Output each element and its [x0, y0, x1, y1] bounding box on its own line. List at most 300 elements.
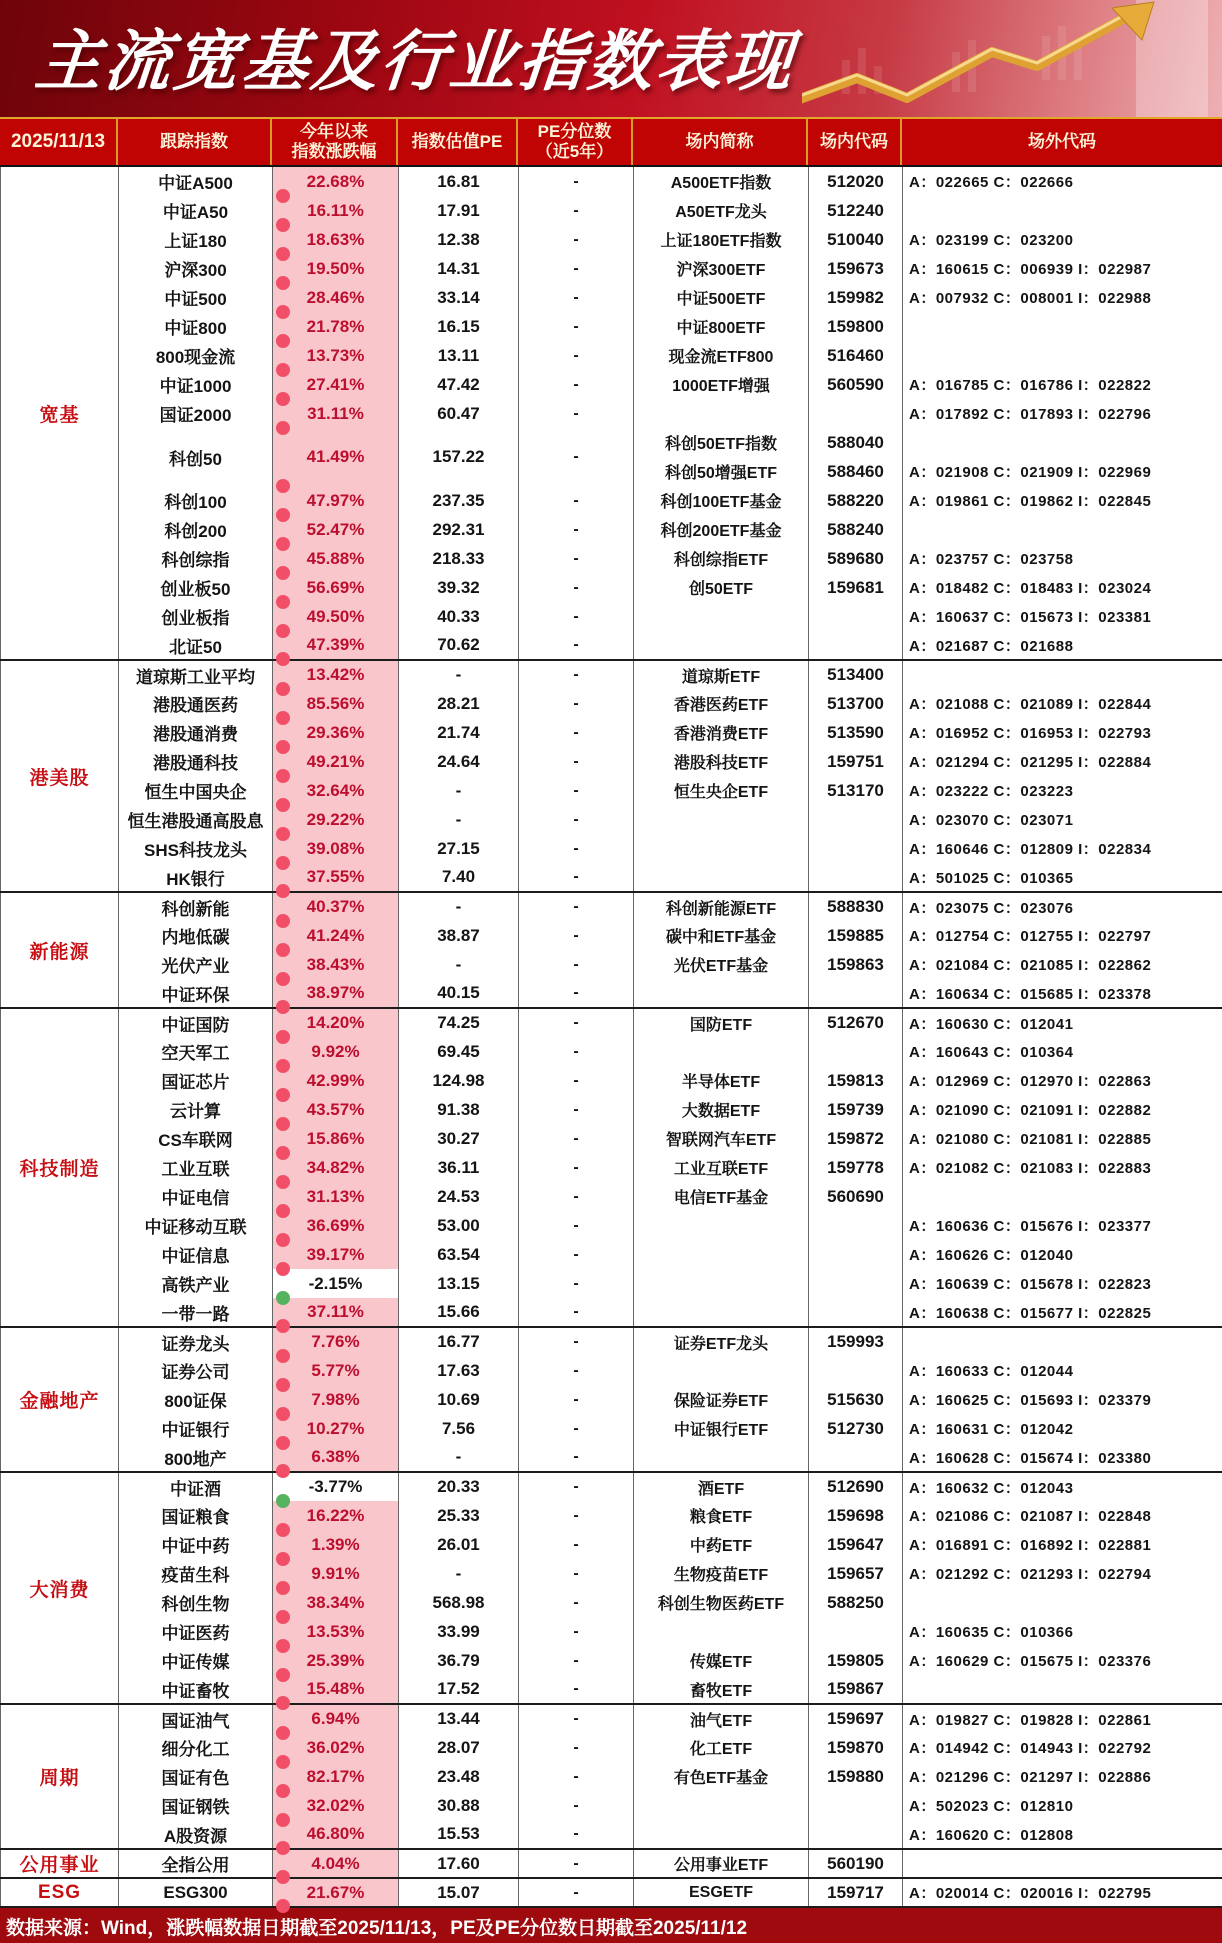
pe-value: 16.77 — [399, 1327, 519, 1356]
index-name: 科创新能 — [119, 892, 273, 921]
pe-value: 40.15 — [399, 979, 519, 1008]
pe-value: 218.33 — [399, 544, 519, 573]
table-row — [1, 660, 1222, 689]
pe-percentile: - — [519, 892, 634, 921]
ytd-change-value: 38.34% — [306, 1592, 365, 1612]
etf-code: 588040 — [809, 428, 903, 457]
pe-percentile: - — [519, 1240, 634, 1269]
table-row — [1, 1269, 1222, 1298]
index-name: 道琼斯工业平均 — [119, 660, 273, 689]
ytd-change-value: 28.46% — [306, 287, 365, 307]
table-row — [1, 1472, 1222, 1501]
pe-value: 27.15 — [399, 834, 519, 863]
pe-value: 20.33 — [399, 1472, 519, 1501]
table-row — [1, 631, 1222, 660]
index-name: 800证保 — [119, 1385, 273, 1414]
table-row — [1, 1443, 1222, 1472]
change-dot-icon — [276, 1030, 290, 1044]
section-港美股 — [1, 660, 1222, 892]
pe-value: 16.15 — [399, 312, 519, 341]
index-name: 疫苗生科 — [119, 1559, 273, 1588]
table-row — [1, 283, 1222, 312]
etf-code: 588240 — [809, 515, 903, 544]
change-dot-icon — [276, 682, 290, 696]
etf-name: 公用事业ETF — [634, 1849, 809, 1878]
index-name: CS车联网 — [119, 1124, 273, 1153]
change-dot-icon — [276, 740, 290, 754]
etf-code — [809, 834, 903, 863]
change-dot-icon — [276, 218, 290, 232]
etf-name: 生物疫苗ETF — [634, 1559, 809, 1588]
change-dot-icon — [276, 914, 290, 928]
index-name: 国证油气 — [119, 1704, 273, 1733]
change-dot-icon — [276, 595, 290, 609]
etf-code: 513700 — [809, 689, 903, 718]
section-label: 宽基 — [39, 404, 80, 426]
etf-code: 159993 — [809, 1327, 903, 1356]
etf-code: 159751 — [809, 747, 903, 776]
section-label: 港美股 — [29, 767, 90, 789]
index-name: 中证传媒 — [119, 1646, 273, 1675]
index-name: 中证国防 — [119, 1008, 273, 1037]
pe-value: 30.88 — [399, 1791, 519, 1820]
etf-name: 创50ETF — [634, 573, 809, 602]
change-dot-icon — [276, 1696, 290, 1710]
otc-codes: A：012754 C：012755 I：022797 — [903, 921, 1222, 950]
etf-name: 科创50增强ETF — [634, 457, 809, 486]
ytd-change — [273, 1762, 399, 1791]
change-dot-icon — [276, 1059, 290, 1073]
ytd-change-value: 41.49% — [306, 447, 365, 466]
ytd-change — [273, 428, 399, 486]
etf-name: 科创200ETF基金 — [634, 515, 809, 544]
ytd-change-value: 46.80% — [306, 1824, 365, 1843]
table-row — [1, 1530, 1222, 1559]
pe-percentile: - — [519, 834, 634, 863]
otc-codes: A：160643 C：010364 — [903, 1037, 1222, 1066]
change-dot-icon — [276, 1552, 290, 1566]
header-etf-code: 场内代码 — [808, 119, 902, 165]
ytd-change — [273, 1095, 399, 1124]
section-科技制造 — [1, 1008, 1222, 1327]
etf-code: 159872 — [809, 1124, 903, 1153]
etf-name: 恒生央企ETF — [634, 776, 809, 805]
otc-codes: A：160615 C：006939 I：022987 — [903, 254, 1222, 283]
pe-percentile: - — [519, 1588, 634, 1617]
ytd-change-value: -2.15% — [308, 1273, 363, 1293]
etf-name: 碳中和ETF基金 — [634, 921, 809, 950]
change-dot-icon — [276, 1000, 290, 1014]
pe-value: 17.60 — [399, 1849, 519, 1878]
index-name: 北证50 — [119, 631, 273, 660]
table-row — [1, 1646, 1222, 1675]
pe-value: 17.63 — [399, 1356, 519, 1385]
change-dot-icon — [276, 769, 290, 783]
table-row — [1, 1849, 1222, 1878]
etf-code: 512730 — [809, 1414, 903, 1443]
ytd-change — [273, 515, 399, 544]
table-row — [1, 486, 1222, 515]
table-row — [1, 573, 1222, 602]
pe-value: 12.38 — [399, 225, 519, 254]
ytd-change — [273, 805, 399, 834]
pe-value: 36.79 — [399, 1646, 519, 1675]
otc-codes — [903, 1849, 1222, 1878]
etf-code: 588220 — [809, 486, 903, 515]
pe-percentile: - — [519, 1008, 634, 1037]
pe-value: 7.56 — [399, 1414, 519, 1443]
etf-code — [809, 863, 903, 892]
etf-name: 现金流ETF800 — [634, 341, 809, 370]
otc-codes: A：019861 C：019862 I：022845 — [903, 486, 1222, 515]
pe-value: 91.38 — [399, 1095, 519, 1124]
pe-percentile: - — [519, 1269, 634, 1298]
etf-code: 159982 — [809, 283, 903, 312]
ytd-change-value: 45.88% — [306, 548, 365, 568]
etf-name — [634, 1211, 809, 1240]
ytd-change-value: 14.20% — [306, 1013, 365, 1032]
index-name: HK银行 — [119, 863, 273, 892]
change-dot-icon — [276, 421, 290, 435]
etf-code — [809, 1240, 903, 1269]
index-name: 内地低碳 — [119, 921, 273, 950]
etf-name: 化工ETF — [634, 1733, 809, 1762]
otc-codes: A：021687 C：021688 — [903, 631, 1222, 660]
index-name: 创业板指 — [119, 602, 273, 631]
pe-percentile: - — [519, 1733, 634, 1762]
otc-codes: A：160632 C：012043 — [903, 1472, 1222, 1501]
etf-code: 512240 — [809, 196, 903, 225]
otc-codes: A：012969 C：012970 I：022863 — [903, 1066, 1222, 1095]
change-dot-icon — [276, 624, 290, 638]
otc-codes: A：160637 C：015673 I：023381 — [903, 602, 1222, 631]
change-dot-icon — [276, 1870, 290, 1884]
ytd-change — [273, 1414, 399, 1443]
table-row — [1, 1124, 1222, 1153]
trend-arrow-icon — [802, 0, 1222, 117]
change-dot-icon — [276, 1755, 290, 1769]
change-dot-icon — [276, 1146, 290, 1160]
ytd-change — [273, 312, 399, 341]
table-row — [1, 1066, 1222, 1095]
otc-codes: A：021296 C：021297 I：022886 — [903, 1762, 1222, 1791]
etf-name: 智联网汽车ETF — [634, 1124, 809, 1153]
table-row — [1, 921, 1222, 950]
pe-value: 30.27 — [399, 1124, 519, 1153]
index-name: 中证信息 — [119, 1240, 273, 1269]
ytd-change-value: 39.08% — [306, 838, 365, 858]
otc-codes: A：021090 C：021091 I：022882 — [903, 1095, 1222, 1124]
etf-name: 证券ETF龙头 — [634, 1327, 809, 1356]
otc-codes: A：160631 C：012042 — [903, 1414, 1222, 1443]
pe-value: - — [399, 1443, 519, 1472]
etf-code: 512670 — [809, 1008, 903, 1037]
banner — [0, 0, 1222, 117]
header-date: 2025/11/13 — [0, 119, 118, 165]
change-dot-icon — [276, 1378, 290, 1392]
index-name: 空天军工 — [119, 1037, 273, 1066]
etf-code: 588830 — [809, 892, 903, 921]
pe-percentile: - — [519, 602, 634, 631]
ytd-change-value: 40.37% — [306, 897, 365, 916]
etf-code — [809, 1298, 903, 1327]
ytd-change-value: 36.69% — [306, 1215, 365, 1235]
ytd-change — [273, 921, 399, 950]
table-header-row — [0, 117, 1222, 167]
etf-name — [634, 834, 809, 863]
pe-percentile: - — [519, 1849, 634, 1878]
index-name: 国证粮食 — [119, 1501, 273, 1530]
etf-code — [809, 631, 903, 660]
etf-name: 油气ETF — [634, 1704, 809, 1733]
index-name: 中证移动互联 — [119, 1211, 273, 1240]
table-row — [1, 1617, 1222, 1646]
change-dot-icon — [276, 1204, 290, 1218]
change-dot-icon — [276, 798, 290, 812]
table-row — [1, 1588, 1222, 1617]
index-name: 科创生物 — [119, 1588, 273, 1617]
index-name: 800地产 — [119, 1443, 273, 1472]
index-name: 中证医药 — [119, 1617, 273, 1646]
etf-name: A50ETF龙头 — [634, 196, 809, 225]
ytd-change — [273, 892, 399, 921]
otc-codes — [903, 1327, 1222, 1356]
etf-code — [809, 602, 903, 631]
change-dot-icon — [276, 652, 290, 666]
table-row — [1, 1733, 1222, 1762]
etf-name — [634, 805, 809, 834]
pe-percentile: - — [519, 1327, 634, 1356]
ytd-change-value: 10.27% — [306, 1418, 365, 1438]
ytd-change — [273, 1646, 399, 1675]
ytd-change-value: 19.50% — [306, 258, 365, 278]
table-row — [1, 515, 1222, 544]
ytd-change-value: -3.77% — [308, 1477, 363, 1496]
etf-code: 159681 — [809, 573, 903, 602]
index-name: 科创100 — [119, 486, 273, 515]
table-row — [1, 1211, 1222, 1240]
ytd-change-value: 21.78% — [306, 316, 365, 336]
etf-name: 粮食ETF — [634, 1501, 809, 1530]
ytd-change — [273, 1733, 399, 1762]
index-name: 中证畜牧 — [119, 1675, 273, 1704]
ytd-change — [273, 370, 399, 399]
change-dot-icon — [276, 827, 290, 841]
index-name: 光伏产业 — [119, 950, 273, 979]
change-dot-icon — [276, 392, 290, 406]
pe-percentile: - — [519, 399, 634, 428]
pe-percentile: - — [519, 1617, 634, 1646]
change-dot-icon — [276, 1813, 290, 1827]
etf-code: 512020 — [809, 167, 903, 196]
index-name: 中证中药 — [119, 1530, 273, 1559]
etf-code: 516460 — [809, 341, 903, 370]
ytd-change-value: 85.56% — [306, 693, 365, 713]
pe-percentile: - — [519, 689, 634, 718]
etf-name — [634, 1443, 809, 1472]
pe-percentile: - — [519, 254, 634, 283]
change-dot-icon — [276, 334, 290, 348]
pe-value: 23.48 — [399, 1762, 519, 1791]
etf-name — [634, 979, 809, 1008]
index-name: 港股通医药 — [119, 689, 273, 718]
ytd-change — [273, 1124, 399, 1153]
table-row — [1, 892, 1222, 921]
etf-name: 科创50ETF指数 — [634, 428, 809, 457]
ytd-change — [273, 1878, 399, 1907]
header-pe-percentile: PE分位数 （近5年） — [518, 119, 633, 165]
change-dot-icon — [276, 363, 290, 377]
etf-name — [634, 863, 809, 892]
otc-codes: A：023199 C：023200 — [903, 225, 1222, 254]
pe-percentile: - — [519, 1472, 634, 1501]
pe-value: 10.69 — [399, 1385, 519, 1414]
pe-value: 13.15 — [399, 1269, 519, 1298]
pe-percentile: - — [519, 1066, 634, 1095]
section-label: ESG — [37, 1881, 82, 1903]
ytd-change — [273, 1559, 399, 1588]
etf-code: 159698 — [809, 1501, 903, 1530]
pe-value: 47.42 — [399, 370, 519, 399]
index-name: 上证180 — [119, 225, 273, 254]
otc-codes: A：014942 C：014943 I：022792 — [903, 1733, 1222, 1762]
ytd-change-value: 13.53% — [306, 1621, 365, 1641]
index-name: 国证芯片 — [119, 1066, 273, 1095]
otc-codes — [903, 1182, 1222, 1211]
change-dot-icon — [276, 1494, 290, 1508]
table-row — [1, 718, 1222, 747]
otc-codes: A：502023 C：012810 — [903, 1791, 1222, 1820]
change-dot-icon — [276, 1436, 290, 1450]
pe-value: 33.99 — [399, 1617, 519, 1646]
header-otc-codes: 场外代码 — [1028, 131, 1096, 151]
change-dot-icon — [276, 276, 290, 290]
table-row — [1, 1414, 1222, 1443]
table-row — [1, 196, 1222, 225]
otc-codes: A：007932 C：008001 I：022988 — [903, 283, 1222, 312]
table-row — [1, 1008, 1222, 1037]
table-row — [1, 1037, 1222, 1066]
otc-codes: A：160626 C：012040 — [903, 1240, 1222, 1269]
pe-percentile: - — [519, 428, 634, 486]
source-footer: 数据来源：Wind，涨跌幅数据日期截至2025/11/13，PE及PE分位数日期截至2025/11/12 — [0, 1908, 1222, 1943]
ytd-change — [273, 950, 399, 979]
etf-code — [809, 1356, 903, 1385]
pe-value: 7.40 — [399, 863, 519, 892]
ytd-change-value: 9.91% — [311, 1563, 360, 1583]
etf-name: 工业互联ETF — [634, 1153, 809, 1182]
change-dot-icon — [276, 537, 290, 551]
pe-percentile: - — [519, 1095, 634, 1124]
change-dot-icon — [276, 972, 290, 986]
pe-percentile: - — [519, 1298, 634, 1327]
ytd-change — [273, 1588, 399, 1617]
ytd-change — [273, 1008, 399, 1037]
etf-code: 560690 — [809, 1182, 903, 1211]
section-ESG — [1, 1878, 1222, 1907]
otc-codes: A：160628 C：015674 I：023380 — [903, 1443, 1222, 1472]
pe-percentile: - — [519, 1762, 634, 1791]
pe-percentile: - — [519, 544, 634, 573]
ytd-change-value: 6.38% — [311, 1447, 360, 1466]
ytd-change — [273, 573, 399, 602]
etf-name: 畜牧ETF — [634, 1675, 809, 1704]
change-dot-icon — [276, 943, 290, 957]
ytd-change — [273, 486, 399, 515]
table-row — [1, 1095, 1222, 1124]
ytd-change — [273, 1298, 399, 1327]
table-row — [1, 1704, 1222, 1733]
otc-codes: A：016785 C：016786 I：022822 — [903, 370, 1222, 399]
pe-value: 69.45 — [399, 1037, 519, 1066]
etf-name — [634, 1269, 809, 1298]
table-row — [1, 863, 1222, 892]
etf-name: 道琼斯ETF — [634, 660, 809, 689]
otc-codes: A：160646 C：012809 I：022834 — [903, 834, 1222, 863]
pe-value: 28.07 — [399, 1733, 519, 1762]
index-name: 证券龙头 — [119, 1327, 273, 1356]
ytd-change-value: 5.77% — [311, 1360, 360, 1380]
section-label: 新能源 — [29, 941, 90, 963]
pe-value: 124.98 — [399, 1066, 519, 1095]
pe-value: 63.54 — [399, 1240, 519, 1269]
etf-name: 科创生物医药ETF — [634, 1588, 809, 1617]
change-dot-icon — [276, 1668, 290, 1682]
pe-percentile: - — [519, 1385, 634, 1414]
pe-value: 14.31 — [399, 254, 519, 283]
change-dot-icon — [276, 1407, 290, 1421]
ytd-change — [273, 544, 399, 573]
index-name: SHS科技龙头 — [119, 834, 273, 863]
etf-name: 沪深300ETF — [634, 254, 809, 283]
otc-codes: A：023757 C：023758 — [903, 544, 1222, 573]
etf-code: 589680 — [809, 544, 903, 573]
table-row — [1, 1298, 1222, 1327]
etf-code — [809, 805, 903, 834]
etf-code: 159697 — [809, 1704, 903, 1733]
etf-code: 159800 — [809, 312, 903, 341]
ytd-change-value: 27.41% — [306, 374, 365, 394]
ytd-change — [273, 1443, 399, 1472]
index-name: 港股通科技 — [119, 747, 273, 776]
etf-code: 588460 — [809, 457, 903, 486]
pe-percentile: - — [519, 776, 634, 805]
ytd-change — [273, 979, 399, 1008]
ytd-change-value: 52.47% — [306, 519, 365, 539]
index-name: 科创200 — [119, 515, 273, 544]
etf-name: 有色ETF基金 — [634, 1762, 809, 1791]
index-name: 中证1000 — [119, 370, 273, 399]
etf-code: 515630 — [809, 1385, 903, 1414]
ytd-change-value: 43.57% — [306, 1099, 365, 1119]
pe-value: 39.32 — [399, 573, 519, 602]
change-dot-icon — [276, 1581, 290, 1595]
table-row — [1, 979, 1222, 1008]
pe-value: 53.00 — [399, 1211, 519, 1240]
pe-percentile: - — [519, 1443, 634, 1472]
etf-code: 510040 — [809, 225, 903, 254]
etf-name: 1000ETF增强 — [634, 370, 809, 399]
otc-codes — [903, 1588, 1222, 1617]
index-name: 国证有色 — [119, 1762, 273, 1791]
pe-value: 70.62 — [399, 631, 519, 660]
etf-code — [809, 1791, 903, 1820]
section-label: 周期 — [39, 1768, 80, 1789]
ytd-change — [273, 1849, 399, 1878]
ytd-change — [273, 776, 399, 805]
pe-percentile: - — [519, 1501, 634, 1530]
pe-value: 25.33 — [399, 1501, 519, 1530]
